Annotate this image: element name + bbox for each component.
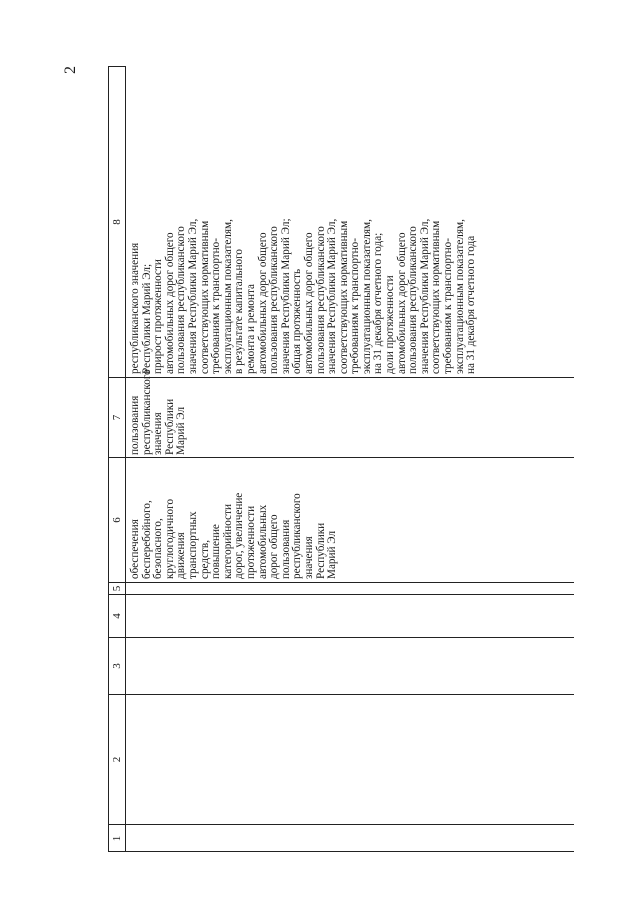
col7-line: Марий Эл <box>175 406 188 455</box>
col6-line: дорог общего <box>268 514 281 579</box>
col-4 <box>126 594 574 637</box>
col8-line: значения Республики Марий Эл, <box>326 218 339 374</box>
header-col-4: 4 <box>108 594 126 637</box>
page-number: 2 <box>62 66 79 74</box>
col6-line: повышение <box>210 524 223 579</box>
col8-line: республиканского значения <box>129 242 141 374</box>
header-col-6: 6 <box>108 457 126 582</box>
col8-line: автомобильных дорог общего <box>302 232 315 374</box>
col7-text <box>129 369 188 455</box>
col-5 <box>126 582 574 594</box>
col6-line: Республики <box>314 522 327 579</box>
col6-line: движения <box>175 532 188 579</box>
col-3 <box>126 637 574 694</box>
col8-line: Республики Марий Эл; <box>140 263 153 374</box>
col6-line: протяженности <box>244 505 257 579</box>
header-col-2: 2 <box>108 694 126 824</box>
col6-line: транспортных <box>186 511 199 579</box>
col8-text <box>130 68 478 374</box>
col8-line: пользования республиканского <box>407 226 420 374</box>
col8-line: пользования республиканского <box>268 226 281 374</box>
col8-line: эксплуатационным показателям, <box>453 219 466 374</box>
col8-line: соответствующих нормативным <box>430 220 443 374</box>
col6-line: круглогодичного <box>163 498 176 579</box>
header-col-1: 1 <box>108 824 126 852</box>
col6-line: бесперебойного, <box>140 500 153 579</box>
col6-line: автомобильных <box>256 504 269 579</box>
col8-line: требованиям к транспортно- <box>442 238 455 374</box>
header-col-7: 7 <box>108 377 126 457</box>
col8-line: соответствующих нормативным <box>337 220 350 374</box>
col-7 <box>126 369 574 457</box>
col8-line: на 31 декабря отчетного года <box>465 235 478 374</box>
col8-line: пользования республиканского <box>175 226 188 374</box>
col8-line: общая протяженность <box>291 268 304 374</box>
col6-line: дорог, увеличение <box>233 492 246 579</box>
col8-line: значения Республики Марий Эл, <box>418 218 431 374</box>
col7-line: Республики <box>163 398 176 455</box>
col8-line: эксплуатационным показателям, <box>360 219 373 374</box>
header-col-5: 5 <box>108 582 126 594</box>
col7-line: значения <box>152 412 165 455</box>
col8-line: автомобильных дорог общего <box>256 232 269 374</box>
col6-line: Марий Эл <box>326 530 339 579</box>
col8-line: значения Республики Марий Эл, <box>186 218 199 374</box>
col8-line: требованиям к транспортно- <box>210 238 223 374</box>
col6-line: значения <box>302 536 315 579</box>
col-1 <box>126 824 574 852</box>
header-col-8: 8 <box>108 66 126 377</box>
col6-line: республиканского <box>291 493 304 579</box>
col6-text <box>130 459 339 579</box>
col6-line: обеспечения <box>129 519 141 579</box>
col7-line: республиканского <box>140 369 153 455</box>
col8-line: соответствующих нормативным <box>198 220 211 374</box>
header-col-3: 3 <box>108 637 126 694</box>
col8-line: прирост протяженности <box>152 259 165 374</box>
col6-line: безопасного, <box>152 518 165 579</box>
col8-line: значения Республики Марий Эл; <box>279 218 292 374</box>
col8-line: доли протяженности <box>384 275 397 374</box>
rotated-table <box>108 66 574 852</box>
col7-line: пользования <box>129 395 141 455</box>
col8-line: эксплуатационным показателям, <box>221 219 234 374</box>
col6-line: средств, <box>198 539 211 579</box>
col8-line: на 31 декабря отчетного года; <box>372 232 385 374</box>
col8-line: требованиям к транспортно- <box>349 238 362 374</box>
table-grid <box>108 66 574 852</box>
col8-line: ремонта и ремонта <box>244 283 257 374</box>
col8-line: автомобильных дорог общего <box>395 232 408 374</box>
col8-line: автомобильных дорог общего <box>163 232 176 374</box>
col-2 <box>126 694 574 824</box>
col6-line: пользования <box>279 519 292 579</box>
col8-line: пользования республиканского <box>314 226 327 374</box>
col8-line: в результате капитального <box>233 249 246 374</box>
col6-line: категорийности <box>221 504 234 579</box>
